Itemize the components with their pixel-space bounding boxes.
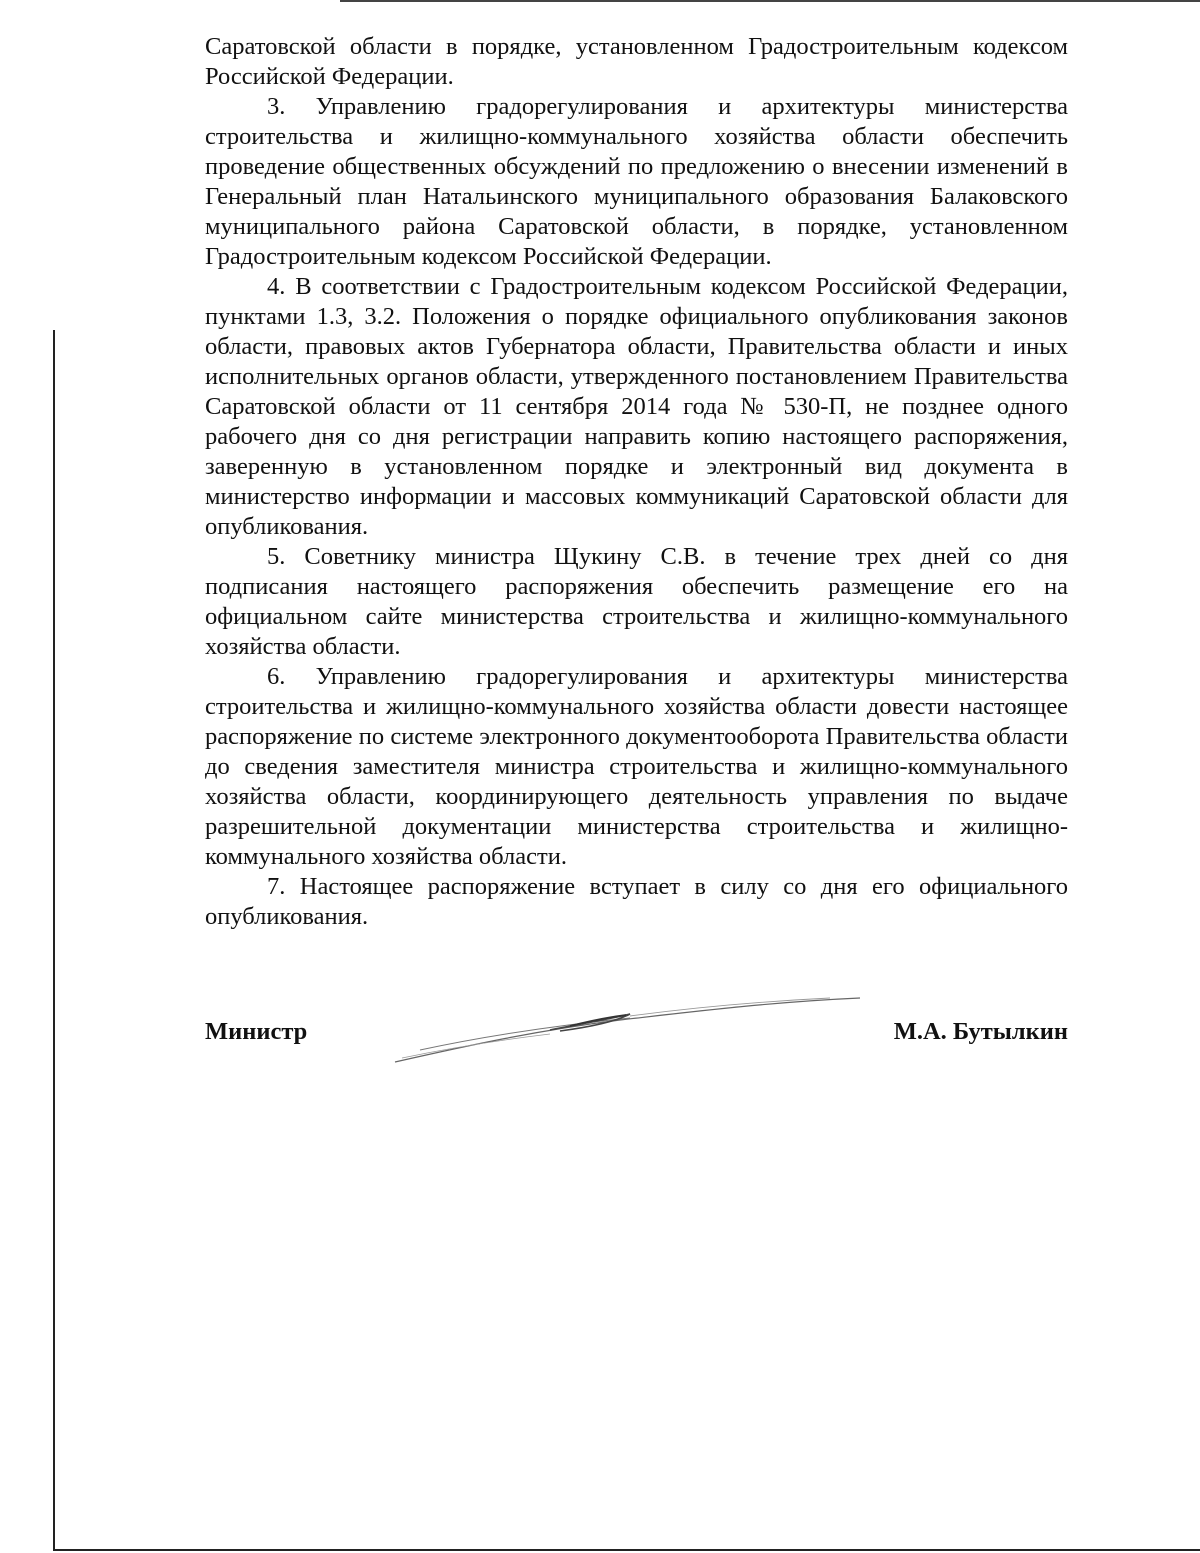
- paragraph-item-6: 6. Управлению градорегулирования и архитектуры министерства строительства и жилищно-коммунального хозяйства области довести настоящее распоряжение по системе электронного документооборота Правительства области до сведения заместителя министра строительства и жилищно-коммунального хозяйства области, координирующего деятельность управления по выдаче разрешительной документации министерства строительства и жилищно-коммунального хозяйства области.: [205, 663, 1068, 870]
- signer-name: М.А. Бутылкин: [893, 1018, 1068, 1045]
- paragraph-item-4: 4. В соответствии с Градостроительным кодексом Российской Федерации, пунктами 1.3, 3.2. Положения о порядке официального опубликования законов области, правовых актов Губернатора области, Правительства области и иных исполнительных органов области, утвержденного постановлением Правительства Саратовской области от 11 сентября 2014 года № 530-П, не позднее одного рабочего дня со дня регистрации направить копию настоящего распоряжения, заверенную в установленном порядке и электронный вид документа в министерство информации и массовых коммуникаций Саратовской области для опубликования.: [205, 273, 1068, 540]
- paragraph-continuation: Саратовской области в порядке, установленном Градостроительным кодексом Российской Федерации.: [205, 33, 1068, 90]
- signature-block: [205, 1018, 1068, 1058]
- scan-border-left: [53, 330, 55, 1550]
- document-body: [205, 32, 1068, 932]
- scan-border-top: [340, 0, 1200, 2]
- paragraph-item-7: 7. Настоящее распоряжение вступает в силу со дня его официального опубликования.: [205, 873, 1068, 930]
- scan-border-bottom: [53, 1549, 1200, 1551]
- signer-title: Министр: [205, 1018, 308, 1045]
- paragraph-item-5: 5. Советнику министра Щукину С.В. в течение трех дней со дня подписания настоящего распоряжения обеспечить размещение его на официальном сайте министерства строительства и жилищно-коммунального хозяйства области.: [205, 543, 1068, 660]
- paragraph-item-3: 3. Управлению градорегулирования и архитектуры министерства строительства и жилищно-коммунального хозяйства области обеспечить проведение общественных обсуждений по предложению о внесении изменений в Генеральный план Натальинского муниципального образования Балаковского муниципального района Саратовской области, в порядке, установленном Градостроительным кодексом Российской Федерации.: [205, 93, 1068, 270]
